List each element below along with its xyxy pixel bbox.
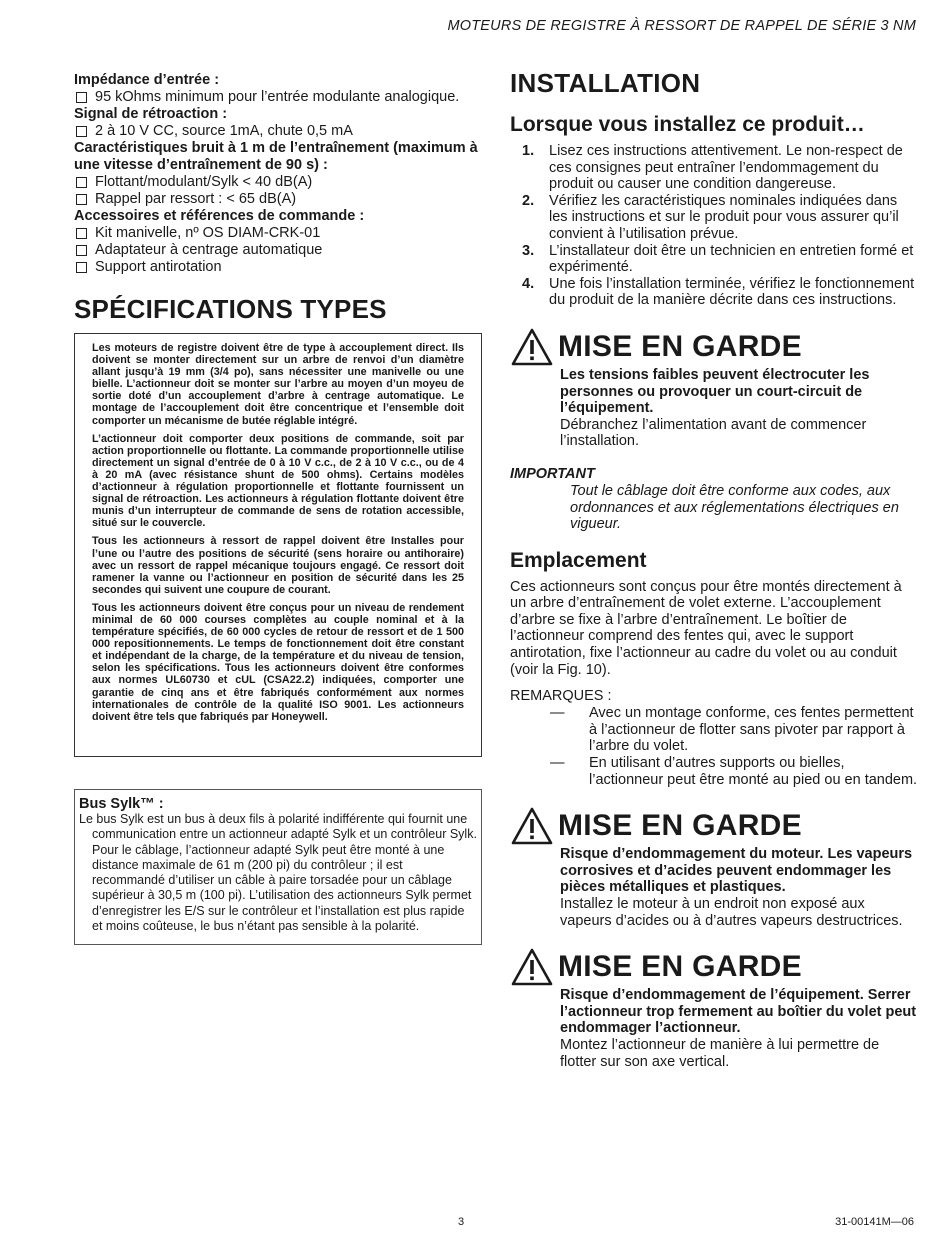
warning-block-overtighten [510, 947, 918, 1070]
installation-subtitle: Lorsque vous installez ce produit… [510, 113, 865, 136]
checkbox-icon [76, 262, 87, 273]
spec-heading: Signal de rétroaction : [74, 106, 228, 122]
spec-paragraph: Tous les actionneurs doivent être conçus pour un niveau de rendement minimal de 60 000 courses complètes au couple nominal et à la température spécifiés, de 60 000 cycles de retour de ressort et de 1 500 000 repositionnements. Le temps de fonctionnement doit être constant et indépendant de la charge, de la température et du niveau de tension, selon les spécifications. Tous les actionneurs doivent être conformes aux normes UL60730 et cUL (CSA22.2) indiquées, comporter une garantie de cinq ans et être fabriqués conformément aux normes internationales de contrôle de la qualité ISO 9001. Les actionneurs doivent être tels que fabriqués par Honeywell. [92, 601, 464, 723]
spec-group-noise [74, 140, 482, 208]
spec-item: Kit manivelle, nº OS DIAM-CRK-01 [74, 225, 482, 242]
warning-title: MISE EN GARDE [558, 809, 802, 843]
warning-triangle-icon [510, 327, 554, 367]
page-header: MOTEURS DE REGISTRE À RESSORT DE RAPPEL DE SÉRIE 3 NM [447, 18, 916, 34]
warning-text: Montez l’actionneur de manière à lui permettre de flotter sur son axe vertical. [560, 1036, 880, 1070]
list-item: 1. Lisez ces instructions attentivement. Le non-respect de ces consignes peut entraîner l’endommagement du produit ou causer une condition dangereuse. [522, 143, 903, 193]
warning-bold-text: Les tensions faibles peuvent électrocuter les personnes ou provoquer un court-circuit de l’équipement. [560, 366, 870, 417]
important-label: IMPORTANT [510, 465, 595, 482]
list-item: 2. Vérifiez les caractéristiques nominales indiquées dans les instructions et sur le produit pour vous assurer qu’il convient à l’utilisation prévue. [522, 192, 899, 242]
location-text: Ces actionneurs sont conçus pour être montés directement à un arbre d’entraînement de volet externe. L’accouplement d’arbre se fixe à l’arbre d’entraînement. Le boîtier de l’actionneur comprend des fentes qui, avec le support antirotation, fixe l’actionneur au cadre du volet ou au conduit (voir la Fig. 10). [510, 578, 902, 678]
document-code: 31-00141M—06 [835, 1216, 914, 1228]
checkbox-icon [76, 177, 87, 188]
list-item: — Avec un montage conforme, ces fentes permettent à l’actionneur de flotter sans pivoter par rapport à l’arbre du volet. [550, 705, 914, 755]
warning-bold-text: Risque d’endommagement de l’équipement. Serrer l’actionneur trop fermement au boîtier du volet peut endommager l’actionneur. [560, 987, 917, 1037]
right-column [510, 68, 918, 1070]
sylk-body: Le bus Sylk est un bus à deux fils à polarité indifférente qui fournit une communication entre un actionneur adapté Sylk et un contrôleur Sylk. Pour le câblage, l’actionneur adapté Sylk peut être monté à une distance maximale de 61 m (200 pi) du contrôleur ; il est recommandé d’utiliser un câble à paire torsadée pour un câblage supérieur à 30,5 m (100 pi). L’utilisation des actionneurs Sylk permet d’enregistrer les E/S sur le contrôleur et l’installation est plus rapide et moins coûteuse, le bus n’étant pas sensible à la polarité. [79, 812, 477, 934]
spec-item: Flottant/modulant/Sylk < 40 dB(A) [74, 174, 482, 191]
spec-item: 95 kOhms minimum pour l’entrée modulante analogique. [74, 89, 482, 106]
checkbox-icon [76, 92, 87, 103]
spec-group-impedance [74, 72, 482, 106]
checkbox-icon [76, 194, 87, 205]
sylk-box [74, 789, 482, 945]
spec-group-accessories [74, 208, 482, 276]
spec-paragraph: L’actionneur doit comporter deux positions de commande, soit par action proportionnelle ou flottante. La commande proportionnelle utilise directement un signal d’entrée de 0 à 10 V c.c., de 2 à 10 V c.c., ou de 4 à 20 mA (avec résistance shunt de 500 ohms). Certains modèles d’actionneur à régulation proportionnelle et flottante fournissent un signal de rétroaction. Les actionneurs à régulation flottante doivent être munis d’un interrupteur de commande de sens de rotation accessible, situé sur le couvercle. [92, 432, 464, 530]
warning-title: MISE EN GARDE [558, 329, 802, 363]
warning-triangle-icon [510, 947, 554, 987]
warning-bold-text: Risque d’endommagement du moteur. Les vapeurs corrosives et d’acides peuvent endommager les pièces métalliques et plastiques. [560, 846, 913, 896]
list-item: — En utilisant d’autres supports ou bielles, l’actionneur peut être monté au pied ou en tandem. [550, 755, 918, 788]
spec-heading: Impédance d’entrée : [74, 72, 220, 88]
install-steps [510, 143, 918, 309]
left-column [74, 72, 482, 945]
installation-title: INSTALLATION [510, 68, 701, 98]
typical-specs-box [74, 333, 482, 757]
warning-text: Installez le moteur à un endroit non exposé aux vapeurs d’acides ou à d’autres vapeurs destructrices. [560, 896, 903, 929]
warning-block-corrosion [510, 806, 918, 929]
checkbox-icon [76, 126, 87, 137]
warning-text: Débranchez l’alimentation avant de commencer l’installation. [560, 416, 867, 450]
spec-item: Adaptateur à centrage automatique [74, 242, 482, 259]
page-number: 3 [458, 1216, 465, 1228]
warning-triangle-icon [510, 806, 554, 846]
spec-paragraph: Tous les actionneurs à ressort de rappel doivent être Installes pour l’une ou l’autre des positions de sécurité (sens horaire ou antihoraire) avec un ressort de rappel mécanique toujours engagé. Ce ressort doit ramener la vanne ou l’actionneur en position de sécurité dans les 25 secondes qui suivent une coupure de courant. [92, 535, 464, 596]
list-item: 4. Une fois l’installation terminée, vérifiez le fonctionnement du produit de la manière décrite dans ces instructions. [522, 275, 915, 309]
location-title: Emplacement [510, 548, 647, 572]
spec-paragraph: Les moteurs de registre doivent être de type à accouplement direct. Ils doivent se monter directement sur un arbre de renvoi d’un diamètre allant jusqu’à 19 mm (3/4 po), sans nécessiter une manivelle ou une bielle. L’actionneur doit se monter sur l’arbre au moyen d’un moyeu de sortie doté d’un accouplement d’arbre à centrage automatique. Le montage de l’accouplement doit être concentrique et l’ensemble doit comporter un mécanisme de butée réglable intégré. [92, 342, 464, 427]
remarks-label: REMARQUES : [510, 688, 612, 705]
spec-item: Support antirotation [74, 259, 482, 276]
checkbox-icon [76, 245, 87, 256]
list-item: 3. L’installateur doit être un technicien en entretien formé et expérimenté. [522, 242, 914, 276]
spec-heading: Caractéristiques bruit à 1 m de l’entraînement (maximum à une vitesse d’entraînement de 90 s) : [74, 140, 478, 173]
spec-heading: Accessoires et références de commande : [74, 208, 365, 224]
spec-item: 2 à 10 V CC, source 1mA, chute 0,5 mA [74, 123, 482, 140]
important-text: Tout le câblage doit être conforme aux codes, aux ordonnances et aux réglementations électriques en vigueur. [570, 482, 899, 533]
warning-block-voltage [510, 327, 918, 450]
spec-item: Rappel par ressort : < 65 dB(A) [74, 191, 482, 208]
sylk-title: Bus Sylk™ : [79, 796, 164, 812]
checkbox-icon [76, 228, 87, 239]
typical-specs-title: SPÉCIFICATIONS TYPES [74, 294, 387, 324]
warning-title: MISE EN GARDE [558, 950, 802, 984]
spec-group-feedback [74, 106, 482, 140]
